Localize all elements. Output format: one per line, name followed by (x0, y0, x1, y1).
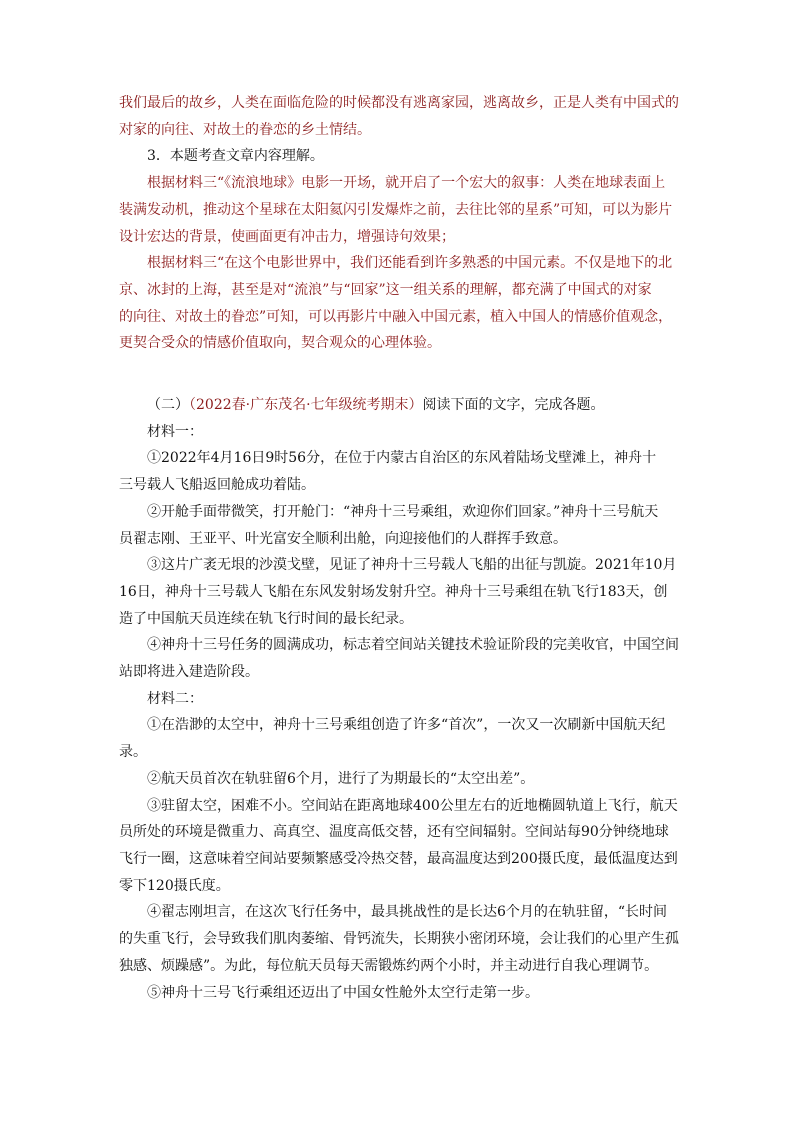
section-heading (119, 392, 679, 419)
text-line: ①在浩渺的太空中，神舟十三号乘组创造了许多“首次”，一次又一次刷新中国航天纪 (147, 717, 666, 734)
text-line: 飞行一圈，这意味着空间站要频繁感受冷热交替，最高温度达到200摄氏度，最低温度达到 (119, 850, 678, 867)
text-line: ④翟志刚坦言，在这次飞行任务中，最具挑战性的是长达6个月的在轨驻留，“长时间 (147, 904, 668, 921)
text-line: 16日，神舟十三号载人飞船在东风发射场发射升空。神舟十三号乘组在轨飞行183天，创 (119, 583, 668, 600)
document-content (119, 90, 679, 1006)
text-line: 员翟志刚、王亚平、叶光富安全顺利出舱，向迎接他们的人群挥手致意。 (119, 530, 567, 547)
question-source: （2022春·广东茂名·七年级统考期末） (189, 397, 423, 414)
text-line: 根据材料三“在这个电影世界中，我们还能看到许多熟悉的中国元素。不仅是地下的北 (147, 255, 673, 272)
text-line: ②开舱手面带微笑，打开舱门：“神舟十三号乘组，欢迎你们回家。”神舟十三号航天 (147, 503, 659, 520)
answer-point-3: 3．本题考查文章内容理解。 (147, 148, 324, 165)
text-line: 零下120摄氏度。 (119, 877, 230, 894)
answer-paragraph-b (119, 250, 679, 357)
text-line: 设计宏达的背景，使画面更有冲击力，增强诗句效果； (119, 228, 455, 245)
text-line: ②航天员首次在轨驻留6个月，进行了为期最长的“太空出差”。 (147, 770, 535, 787)
text-line: 我们最后的故乡，人类在面临危险的时候都没有逃离家园，逃离故乡，正是人类有中国式的 (119, 95, 679, 111)
text-line: 三号载人飞船返回舱成功着陆。 (119, 477, 315, 494)
material-2-paragraph (119, 793, 679, 900)
material-2-paragraph (119, 980, 679, 1007)
text-line: 站即将进入建造阶段。 (119, 664, 259, 681)
text-line: ⑤神舟十三号飞行乘组还迈出了中国女性舱外太空行走第一步。 (147, 984, 539, 1001)
material-2-paragraph (119, 766, 679, 793)
text-line: ③这片广袤无垠的沙漠戈壁，见证了神舟十三号载人飞船的出征与凯旋。2021年10月 (147, 557, 677, 574)
text-line: 根据材料三“《流浪地球》电影一开场，就开启了一个宏大的叙事：人类在地球表面上 (147, 175, 666, 192)
text-line: 装满发动机，推动这个星球在太阳氦闪引发爆炸之前，去往比邻的星系”可知，可以为影片 (119, 201, 673, 218)
material-2-heading: 材料二： (147, 690, 203, 707)
text-line: ③驻留太空，困难不小。空间站在距离地球400公里左右的近地椭圆轨道上飞行，航天 (147, 797, 678, 814)
material-2-paragraph (119, 712, 679, 765)
answer-continuation (119, 90, 679, 143)
material-1-heading: 材料一： (147, 423, 203, 440)
section-instruction: 阅读下面的文字，完成各题。 (422, 397, 605, 414)
text-line: 员所处的环境是微重力、高真空、温度高低交替，还有空间辐射。空间站每90分钟绕地球 (119, 824, 669, 841)
text-line: 造了中国航天员连续在轨飞行时间的最长纪录。 (119, 610, 413, 627)
material-1-paragraph (119, 632, 679, 685)
answer-paragraph-a (119, 170, 679, 250)
text-line: ④神舟十三号任务的圆满成功，标志着空间站关键技术验证阶段的完美收官，中国空间 (147, 637, 679, 654)
material-1-paragraph (119, 499, 679, 552)
material-2-paragraph (119, 899, 679, 979)
text-line: 录。 (119, 744, 147, 761)
material-1-paragraph (119, 552, 679, 632)
text-line: 的失重飞行，会导致我们肌肉萎缩、骨钙流失，长期狭小密闭环境，会让我们的心里产生孤 (119, 931, 679, 948)
text-line: ①2022年4月16日9时56分，在位于内蒙古自治区的东风着陆场戈壁滩上，神舟十 (147, 450, 657, 467)
text-line: 京、冰封的上海，甚至是对“流浪”与“回家”这一组关系的理解，都充满了中国式的对家 (119, 281, 652, 298)
text-line: 的向往、对故土的眷恋”可知，可以再影片中融入中国元素，植入中国人的情感价值观念， (119, 308, 673, 325)
section-number: （二） (147, 397, 189, 414)
material-1-paragraph (119, 445, 679, 498)
section-spacer (119, 357, 679, 392)
text-line: 更契合受众的情感价值取向，契合观众的心理体验。 (119, 335, 441, 352)
text-line: 独感、烦躁感”。为此，每位航天员每天需锻炼约两个小时，并主动进行自我心理调节。 (119, 957, 659, 974)
text-line: 对家的向往、对故土的眷恋的乡土情结。 (119, 121, 371, 138)
